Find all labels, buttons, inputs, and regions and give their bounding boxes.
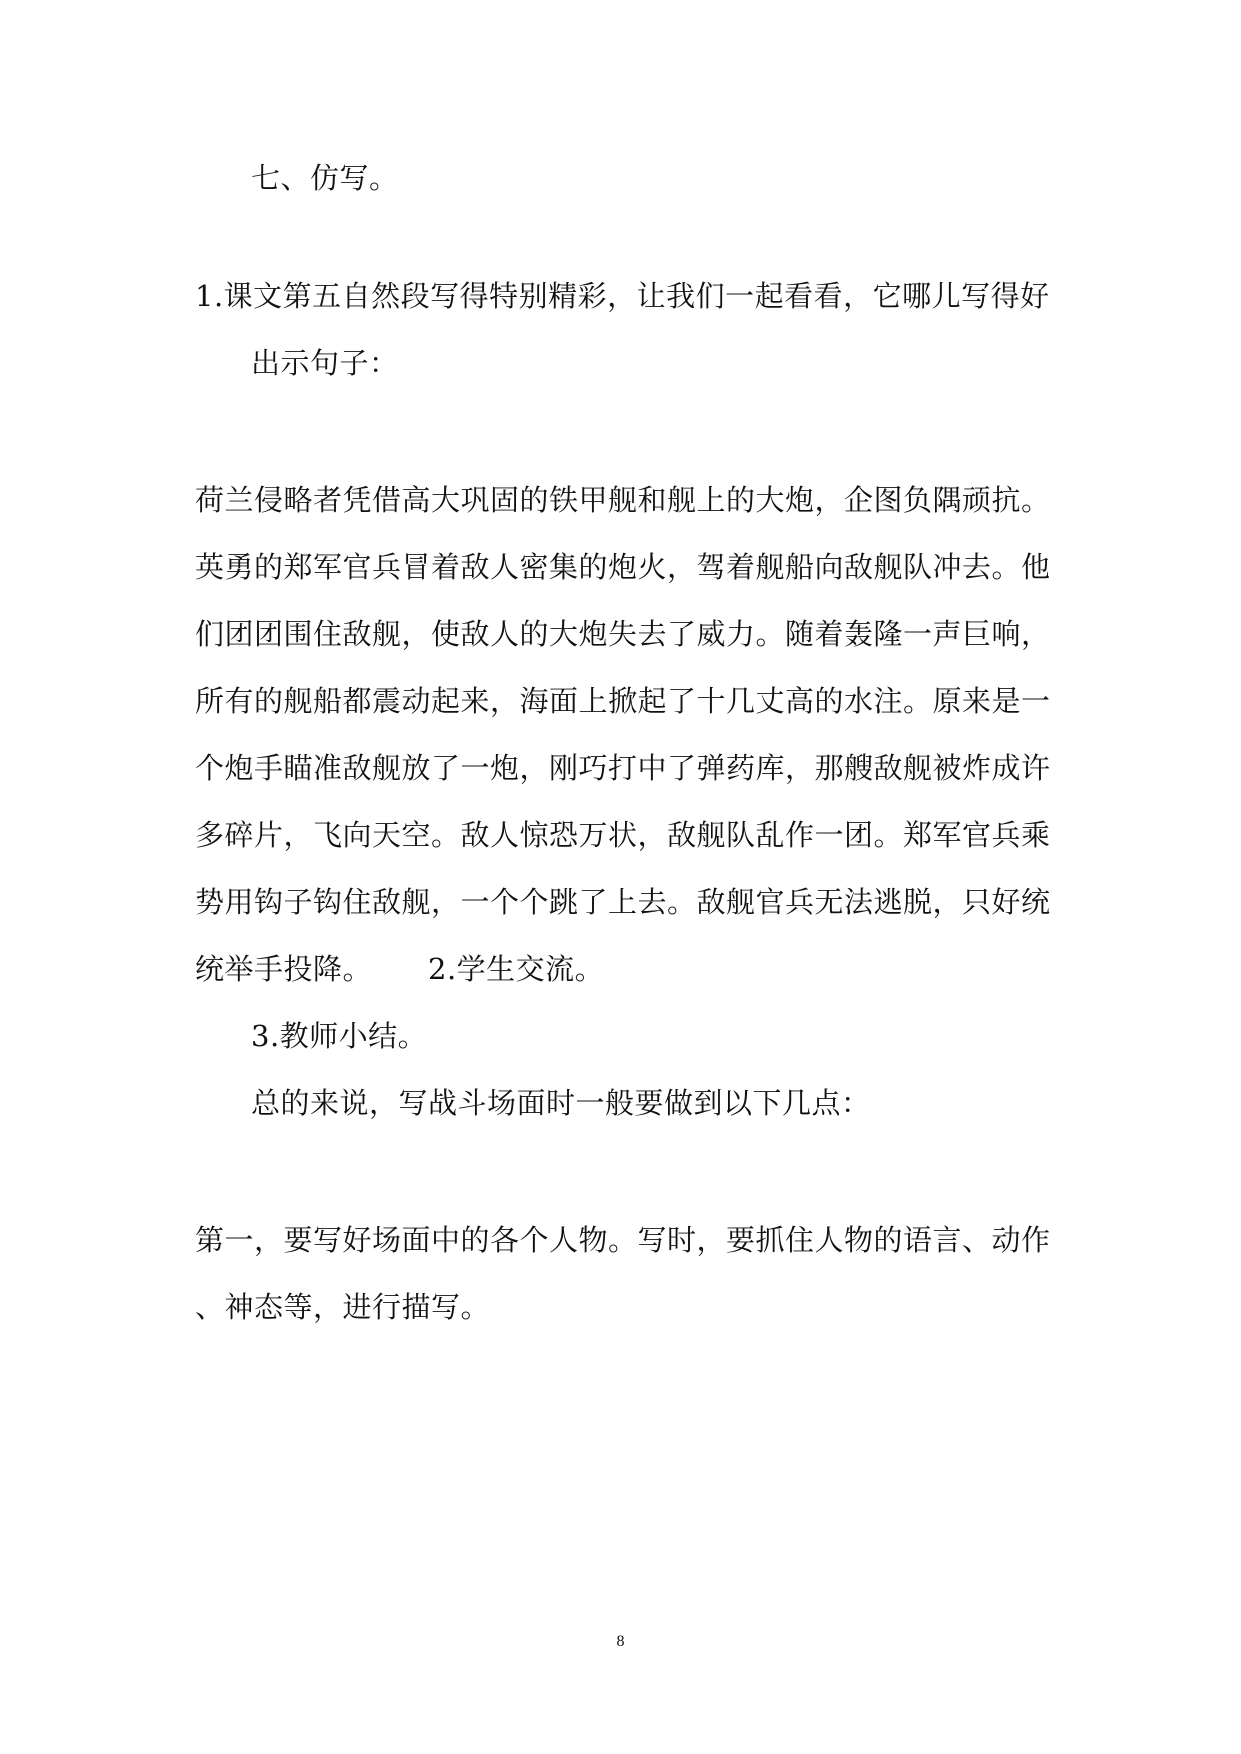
teacher-summary-label: 3.教师小结。 xyxy=(251,1019,428,1053)
page-number: 8 xyxy=(616,1633,625,1650)
passage-line-6: 多碎片，飞向天空。敌人惊恐万状，敌舰队乱作一团。郑军官兵乘 xyxy=(195,818,1051,852)
student-exchange: 2.学生交流。 xyxy=(428,952,605,986)
passage-line-1: 荷兰侵略者凭借高大巩固的铁甲舰和舰上的大炮，企图负隅顽抗。 xyxy=(195,483,1051,517)
passage-line-7: 势用钩子钩住敌舰，一个个跳了上去。敌舰官兵无法逃脱，只好统 xyxy=(195,885,1051,919)
section-heading: 七、仿写。 xyxy=(251,161,399,195)
passage-line-2: 英勇的郑军官兵冒着敌人密集的炮火，驾着舰船向敌舰队冲去。他 xyxy=(195,550,1051,584)
passage-line-5: 个炮手瞄准敌舰放了一炮，刚巧打中了弹药库，那艘敌舰被炸成许 xyxy=(195,751,1051,785)
question-text: 1.课文第五自然段写得特别精彩，让我们一起看看，它哪儿写得好 xyxy=(195,279,1050,313)
point-one-line-2: 、神态等，进行描写。 xyxy=(195,1290,491,1324)
passage-line-4: 所有的舰船都震动起来，海面上掀起了十几丈高的水注。原来是一 xyxy=(195,684,1051,718)
summary-intro: 总的来说，写战斗场面时一般要做到以下几点： xyxy=(251,1086,871,1120)
show-sentence-label: 出示句子： xyxy=(251,346,399,380)
point-one-line-1: 第一，要写好场面中的各个人物。写时，要抓住人物的语言、动作 xyxy=(195,1223,1051,1257)
passage-last-line xyxy=(195,949,604,989)
passage-last-text: 统举手投降。 xyxy=(195,952,373,986)
passage-line-3: 们团团围住敌舰，使敌人的大炮失去了威力。随着轰隆一声巨响， xyxy=(195,617,1051,651)
